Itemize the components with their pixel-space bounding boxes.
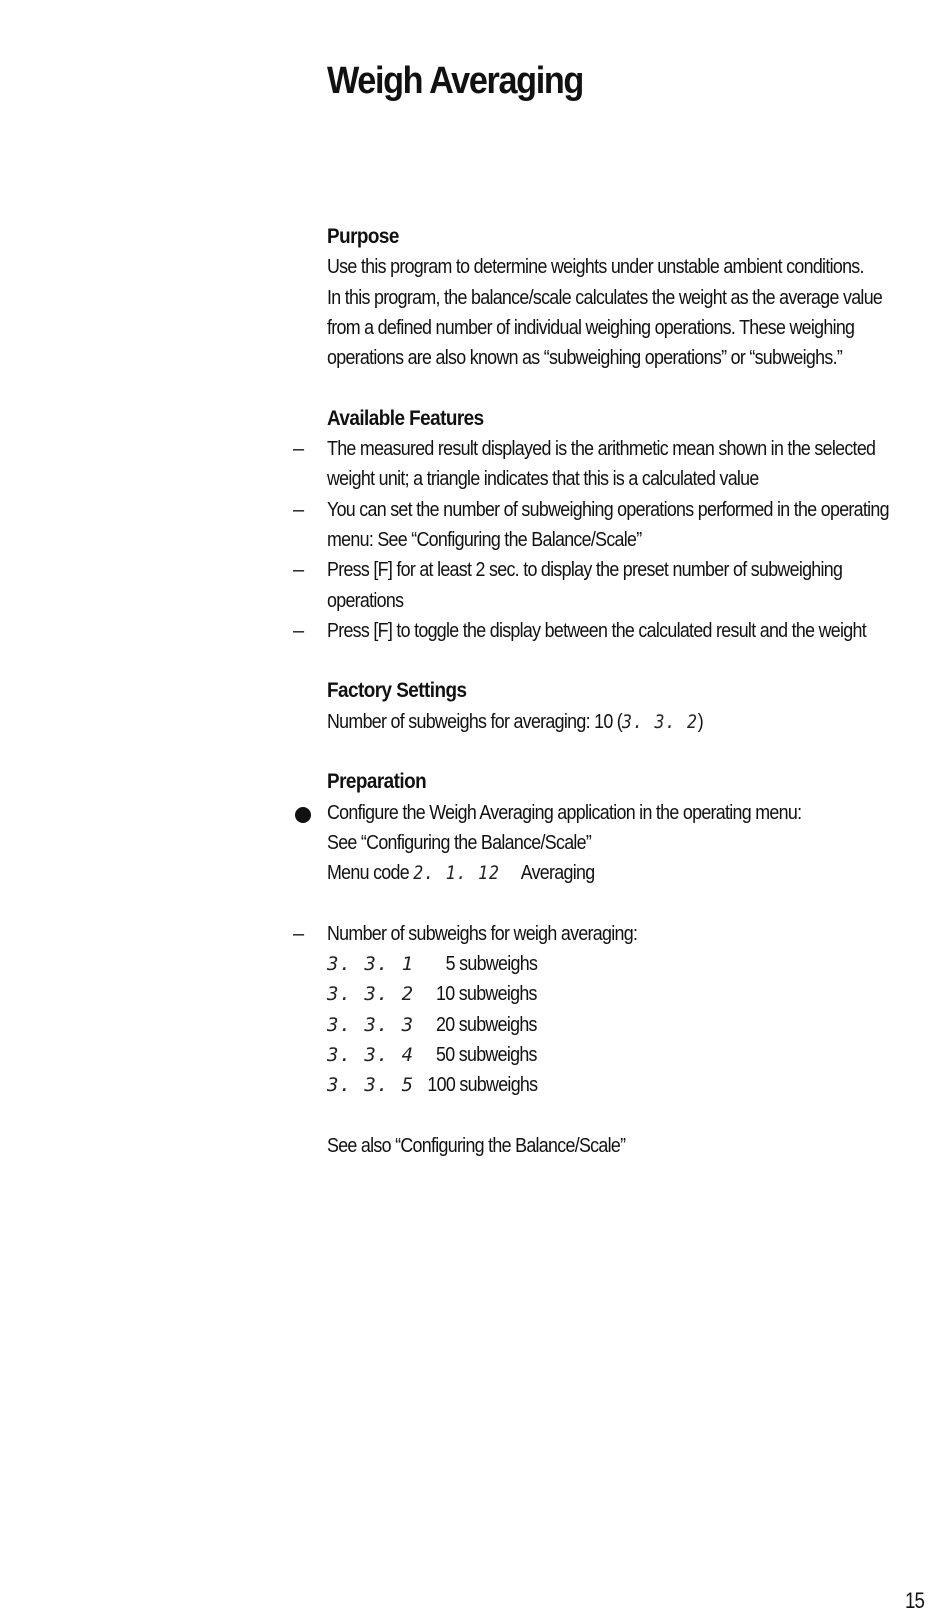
- option-count: 20 subweighs: [436, 1012, 537, 1036]
- purpose-line-2: In this program, the balance/scale calculates the weight as the average value: [327, 285, 883, 309]
- option-row: [327, 1040, 917, 1070]
- option-count: 10 subweighs: [436, 982, 537, 1006]
- option-code: 3. 3. 5: [327, 1074, 415, 1097]
- purpose-line-3: from a defined number of individual weighing operations. These weighing: [327, 315, 855, 339]
- menu-code-label: Menu code: [327, 861, 414, 885]
- page-content: [293, 222, 917, 1161]
- purpose-line-4: operations are also known as “subweighing operations” or “subweighs.”: [327, 346, 843, 370]
- feature-item: [293, 555, 917, 616]
- purpose-line-1: Use this program to determine weights under unstable ambient conditions.: [327, 255, 864, 279]
- feature-item-line: Press [F] for at least 2 sec. to display the preset number of subweighing: [327, 558, 843, 582]
- feature-item-line: Press [F] to toggle the display between the calculated result and the weight: [327, 618, 866, 642]
- dash-bullet: –: [293, 438, 305, 461]
- menu-code-name: Averaging: [520, 861, 595, 885]
- feature-item-line: menu: See “Configuring the Balance/Scale”: [327, 527, 642, 551]
- option-code: 3. 3. 1: [327, 953, 415, 976]
- purpose-heading: Purpose: [327, 225, 399, 248]
- option-row: [327, 1010, 917, 1040]
- round-bullet-icon: [295, 807, 311, 823]
- preparation-step: [327, 798, 917, 889]
- option-code: 3. 3. 2: [327, 983, 415, 1006]
- feature-item-line: operations: [327, 588, 404, 612]
- menu-code-line: [327, 858, 840, 888]
- preparation-line-2: See “Configuring the Balance/Scale”: [327, 830, 592, 854]
- factory-settings-heading: Factory Settings: [327, 679, 467, 703]
- options-intro-row: [293, 919, 917, 949]
- dash-bullet: –: [293, 619, 305, 642]
- feature-item-line: You can set the number of subweighing operations performed in the operating: [327, 497, 889, 521]
- dash-bullet: –: [293, 559, 305, 582]
- option-count: 5 subweighs: [445, 952, 537, 976]
- option-count: 50 subweighs: [436, 1043, 537, 1067]
- factory-settings-line: [327, 707, 840, 737]
- factory-settings-close: ): [697, 709, 704, 733]
- menu-code-value: 2. 1. 12: [413, 862, 500, 885]
- option-count: 100 subweighs: [427, 1073, 537, 1097]
- options-intro: Number of subweighs for weigh averaging:: [327, 921, 638, 945]
- option-row: [327, 979, 917, 1009]
- preparation-heading: Preparation: [327, 770, 427, 794]
- page-title: Weigh Averaging: [327, 60, 583, 102]
- feature-item-line: weight unit; a triangle indicates that this is a calculated value: [327, 467, 759, 491]
- subweigh-options-table: [327, 949, 917, 1100]
- option-code: 3. 3. 3: [327, 1013, 415, 1036]
- factory-settings-code: 3. 3. 2: [622, 710, 698, 733]
- see-also: See also “Configuring the Balance/Scale”: [327, 1133, 626, 1157]
- feature-item: [293, 616, 917, 646]
- features-heading: Available Features: [327, 406, 484, 430]
- feature-item-line: The measured result displayed is the arithmetic mean shown in the selected: [327, 437, 876, 461]
- feature-item: [293, 495, 917, 556]
- dash-bullet: –: [293, 498, 305, 521]
- option-row: [327, 949, 917, 979]
- dash-bullet: –: [293, 922, 305, 945]
- option-row: [327, 1070, 917, 1100]
- feature-item: [293, 434, 917, 495]
- preparation-line-1: Configure the Weigh Averaging application in the operating menu:: [327, 800, 802, 824]
- option-code: 3. 3. 4: [327, 1044, 415, 1067]
- factory-settings-text: Number of subweighs for averaging: 10 (: [327, 709, 623, 733]
- page-number: 15: [905, 1588, 925, 1613]
